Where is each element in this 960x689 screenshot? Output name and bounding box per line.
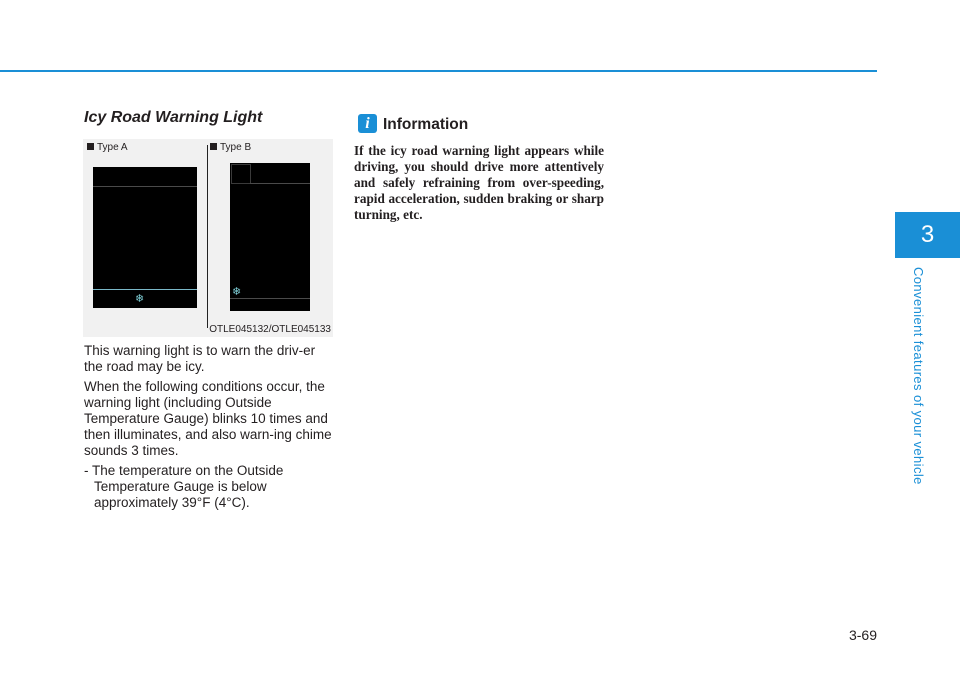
top-rule — [0, 70, 877, 72]
info-text: If the icy road warning light appears while driving, you should drive more attentively and safely refraining from over-speeding, rapid acceleration, sudden braking or sharp turning, etc. — [354, 143, 604, 222]
body-bullet: - The temperature on the Outside Temperature Gauge is below approximately 39°F (4°C). — [84, 463, 284, 510]
type-b-display — [230, 163, 310, 311]
page-number: 3-69 — [848, 627, 877, 643]
figure-caption: OTLE045132/OTLE045133 — [209, 324, 331, 335]
info-icon: i — [358, 114, 377, 133]
type-b-label: Type B — [210, 142, 251, 153]
display-frame — [231, 164, 251, 184]
icy-road-icon: ❄ — [232, 286, 242, 298]
chapter-tab — [895, 212, 960, 258]
bullet-square-icon — [210, 143, 217, 150]
cluster-figure — [83, 139, 333, 337]
type-a-display — [93, 167, 197, 308]
figure-divider — [207, 145, 208, 328]
icy-road-icon: ❄ — [135, 293, 145, 305]
body-paragraph-1: This warning light is to warn the driv-er the road may be icy. — [84, 343, 316, 374]
bullet-square-icon — [87, 143, 94, 150]
info-heading: Information — [383, 116, 469, 133]
section-title: Icy Road Warning Light — [84, 109, 263, 126]
chapter-number: 3 — [920, 221, 935, 248]
chapter-label: Convenient features of your vehicle — [911, 267, 926, 485]
body-paragraph-2: When the following conditions occur, the warning light (including Outside Temperature Gauge) blinks 10 times and then illuminates, and also warn-ing chime sounds 3 times. — [84, 379, 332, 458]
type-a-label: Type A — [87, 142, 128, 153]
